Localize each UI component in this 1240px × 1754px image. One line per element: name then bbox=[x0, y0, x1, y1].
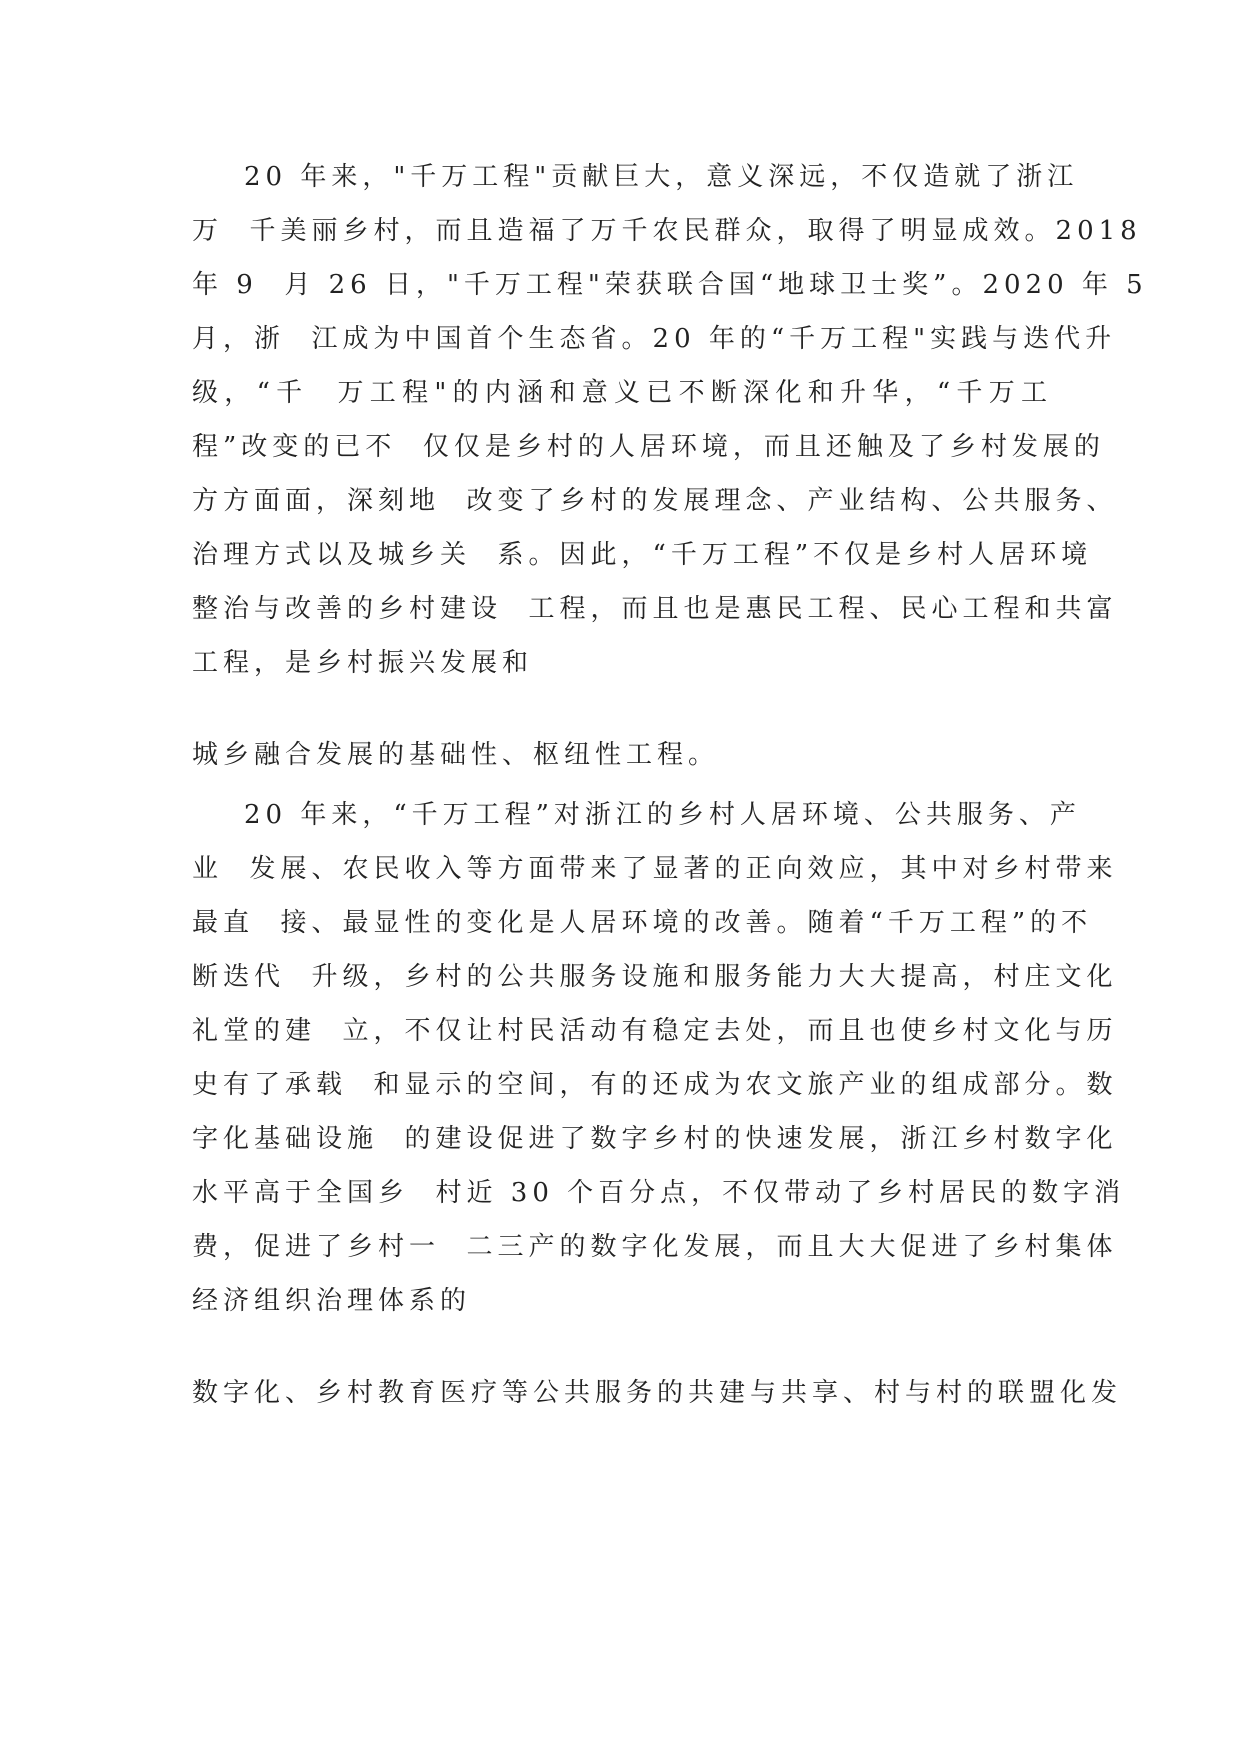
continuation-1 bbox=[192, 728, 1052, 782]
paragraph-line: 字化基础设施 的建设促进了数字乡村的快速发展，浙江乡村数字化 bbox=[192, 1124, 1118, 1154]
paragraph-line: 费，促进了乡村一 二三产的数字化发展，而且大大促进了乡村集体 bbox=[192, 1232, 1118, 1262]
paragraph-line: 整治与改善的乡村建设 工程，而且也是惠民工程、民心工程和共富 bbox=[192, 594, 1118, 624]
paragraph-line: 20 年来，“千万工程”对浙江的乡村人居环境、公共服务、产 bbox=[244, 800, 1081, 830]
paragraph-line: 程”改变的已不 仅仅是乡村的人居环境，而且还触及了乡村发展的 bbox=[192, 432, 1105, 462]
paragraph-line: 20 年来，"千万工程"贡献巨大，意义深远，不仅造就了浙江 bbox=[244, 162, 1079, 192]
paragraph-line: 最直 接、最显性的变化是人居环境的改善。随着“千万工程”的不 bbox=[192, 908, 1093, 938]
paragraph-line: 数字化、乡村教育医疗等公共服务的共建与共享、村与村的联盟化发 bbox=[192, 1378, 1123, 1408]
paragraph-line: 工程，是乡村振兴发展和 bbox=[192, 648, 534, 678]
paragraph-line: 业 发展、农民收入等方面带来了显著的正向效应，其中对乡村带来 bbox=[192, 854, 1118, 884]
paragraph-line: 水平高于全国乡 村近 30 个百分点，不仅带动了乡村居民的数字消 bbox=[192, 1178, 1126, 1208]
paragraph-line: 史有了承载 和显示的空间，有的还成为农文旅产业的组成部分。数 bbox=[192, 1070, 1118, 1100]
paragraph-line: 经济组织治理体系的 bbox=[192, 1286, 472, 1316]
continuation-2 bbox=[192, 1366, 1123, 1420]
paragraph-1 bbox=[192, 150, 1148, 690]
paragraph-line: 级，“千 万工程"的内涵和意义已不断深化和升华，“千万工 bbox=[192, 378, 1052, 408]
paragraph-line: 万 千美丽乡村，而且造福了万千农民群众，取得了明显成效。2018 bbox=[192, 216, 1142, 246]
paragraph-line: 断迭代 升级，乡村的公共服务设施和服务能力大大提高，村庄文化 bbox=[192, 962, 1118, 992]
paragraph-line: 方方面面，深刻地 改变了乡村的发展理念、产业结构、公共服务、 bbox=[192, 486, 1118, 516]
paragraph-line: 礼堂的建 立，不仅让村民活动有稳定去处，而且也使乡村文化与历 bbox=[192, 1016, 1118, 1046]
paragraph-2 bbox=[192, 788, 1126, 1328]
paragraph-line: 月，浙 江成为中国首个生态省。20 年的“千万工程"实践与迭代升 bbox=[192, 324, 1117, 354]
paragraph-line: 治理方式以及城乡关 系。因此，“千万工程”不仅是乡村人居环境 bbox=[192, 540, 1093, 570]
paragraph-line: 年 9 月 26 日，"千万工程"荣获联合国“地球卫士奖”。2020 年 5 bbox=[192, 270, 1148, 300]
paragraph-line: 城乡融合发展的基础性、枢纽性工程。 bbox=[192, 740, 720, 770]
